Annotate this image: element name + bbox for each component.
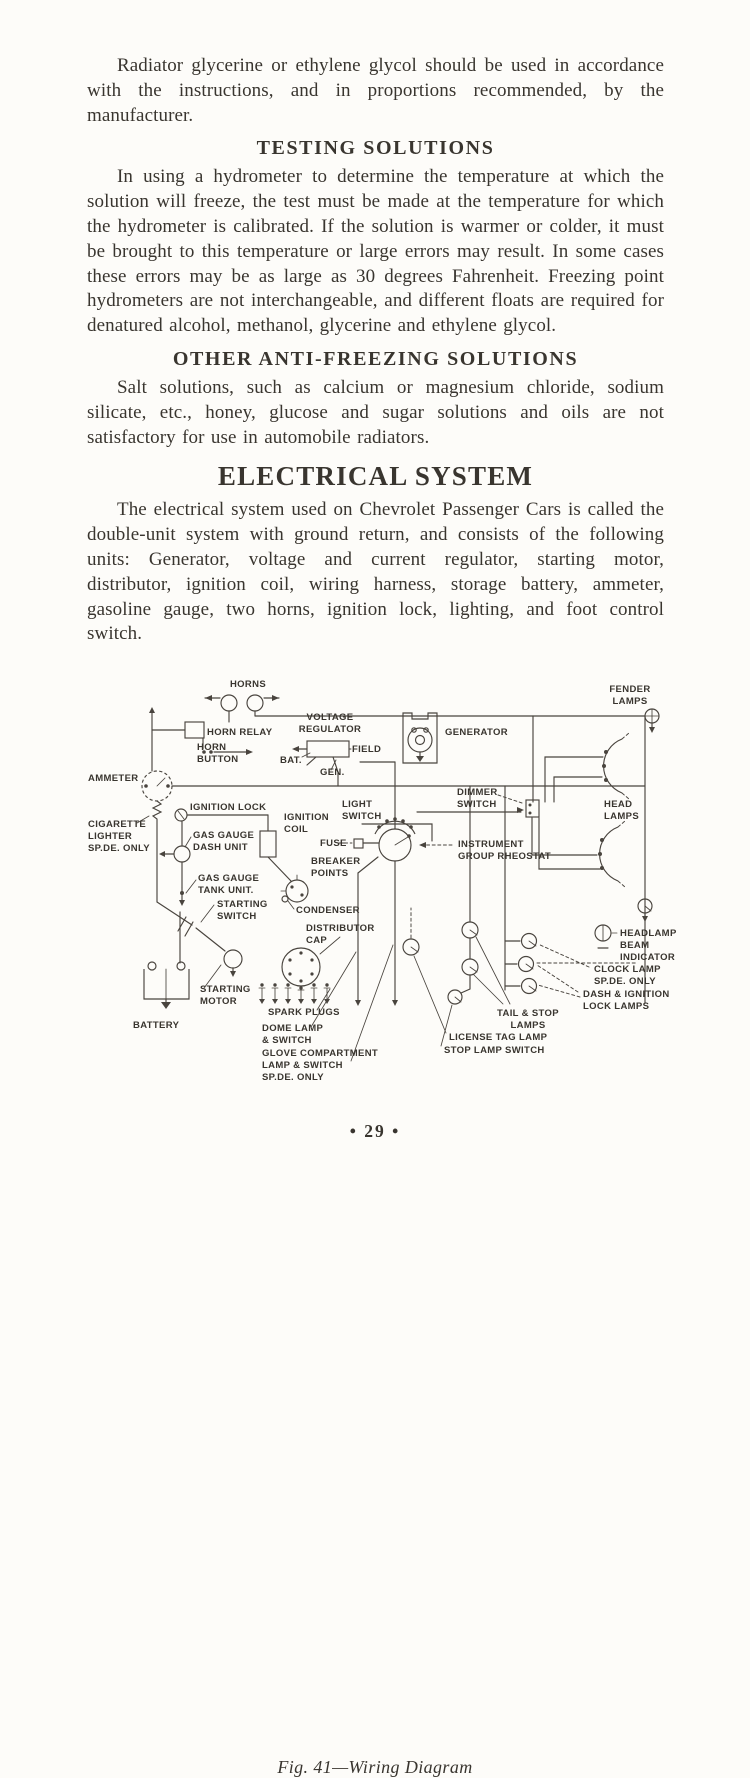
text-column bbox=[87, 54, 664, 647]
diagram-label-cigarette-lighter: CIGARETTE LIGHTER SP.DE. ONLY bbox=[88, 819, 150, 854]
diagram-label-gas-gauge-dash-unit: GAS GAUGE DASH UNIT bbox=[193, 830, 255, 853]
diagram-label-ammeter: AMMETER bbox=[88, 773, 139, 784]
diagram-label-fender-lamps: FENDER LAMPS bbox=[609, 684, 651, 707]
diagram-label-starting-motor: STARTING MOTOR bbox=[200, 984, 251, 1007]
headlamp-beam-indicator-symbol bbox=[595, 925, 617, 948]
diagram-label-head-lamps: HEAD LAMPS bbox=[604, 799, 639, 822]
heading-electrical-system: ELECTRICAL SYSTEM bbox=[217, 461, 534, 492]
page-number: • 29 • bbox=[349, 1121, 401, 1141]
diagram-label-distributor-cap: DISTRIBUTOR CAP bbox=[306, 923, 375, 946]
diagram-label-dash-ignition-lock-lamps: DASH & IGNITION LOCK LAMPS bbox=[583, 989, 670, 1012]
diagram-label-horn-button: HORN BUTTON bbox=[197, 742, 239, 765]
diagram-label-voltage-regulator: VOLTAGE REGULATOR bbox=[298, 712, 362, 735]
headlamp-lower-symbol bbox=[598, 821, 625, 887]
diagram-label-dimmer-switch: DIMMER SWITCH bbox=[457, 787, 498, 810]
condenser-symbol bbox=[282, 896, 294, 909]
ignition-lock-symbol bbox=[175, 809, 187, 821]
diagram-label-breaker-points: BREAKER POINTS bbox=[311, 856, 361, 879]
generator-symbol bbox=[403, 713, 437, 763]
diagram-label-gas-gauge-tank-unit: GAS GAUGE TANK UNIT. bbox=[198, 873, 260, 896]
diagram-label-starting-switch: STARTING SWITCH bbox=[217, 899, 268, 922]
fender-lamp-symbol bbox=[645, 709, 659, 733]
diagram-label-gen: GEN. bbox=[320, 767, 345, 778]
breaker-points-symbol bbox=[281, 875, 308, 902]
diagram-label-bat: BAT. bbox=[280, 755, 302, 766]
diagram-label-ignition-lock: IGNITION LOCK bbox=[190, 802, 267, 813]
diagram-label-fuse: FUSE bbox=[320, 838, 347, 849]
dash-lamps-symbol bbox=[519, 957, 537, 994]
diagram-label-glove-compartment-lamp: GLOVE COMPARTMENT LAMP & SWITCH SP.DE. ONLY bbox=[262, 1048, 379, 1083]
diagram-label-horn-relay: HORN RELAY bbox=[207, 727, 273, 738]
diagram-label-condenser: CONDENSER bbox=[296, 905, 360, 916]
diagram-labels bbox=[88, 679, 677, 1083]
heading-testing-solutions: TESTING SOLUTIONS bbox=[256, 137, 495, 160]
ammeter-symbol bbox=[142, 771, 172, 801]
gas-gauge-tank-unit-symbol bbox=[179, 888, 185, 906]
heading-other-anti-freezing: OTHER ANTI-FREEZING SOLUTIONS bbox=[172, 347, 579, 370]
ignition-coil-symbol bbox=[260, 831, 276, 857]
paragraph-electrical: The electrical system used on Chevrolet Passenger Cars is called the double-unit system with ground return, and consists of the following units: Generator, voltage and current regulator, starting motor, distributor, ignition coil, wiring harness, storage battery, ammeter, gasoline gauge, two horns, ignition lock, lighting, and foot control switch. bbox=[87, 499, 664, 645]
clock-lamp-symbol bbox=[522, 934, 537, 949]
diagram-label-battery: BATTERY bbox=[133, 1020, 180, 1031]
figure-caption: Fig. 41—Wiring Diagram bbox=[277, 1757, 473, 1777]
diagram-label-generator: GENERATOR bbox=[445, 727, 508, 738]
battery-symbol bbox=[144, 962, 189, 1009]
headlamp-upper-symbol bbox=[602, 733, 629, 799]
diagram-label-tail-stop-lamps: TAIL & STOP LAMPS bbox=[497, 1008, 559, 1031]
wiring-diagram bbox=[0, 672, 750, 1084]
diagram-label-clock-lamp: CLOCK LAMP SP.DE. ONLY bbox=[594, 964, 661, 987]
distributor-symbol bbox=[282, 948, 320, 986]
diagram-label-spark-plugs: SPARK PLUGS bbox=[268, 1007, 340, 1018]
diagram-label-stop-lamp-switch: STOP LAMP SWITCH bbox=[444, 1045, 545, 1056]
license-tag-lamp-symbol bbox=[403, 939, 419, 955]
horns-symbol bbox=[205, 695, 279, 722]
gas-gauge-dash-unit-symbol bbox=[159, 846, 190, 862]
paragraph-testing: In using a hydrometer to determine the temperature at which the solution will freeze, the test must be made at the temperature for which the hydrometer is calibrated. If the solution is warmer or colder, it must be brought to this temperature or large errors may result. In some cases these errors may be as large as 30 degrees Fahrenheit. Freezing point hydrometers are not interchangeable, and different floats are required for denatured alcohol, methanol, glycerine and ethylene glycol. bbox=[87, 166, 664, 337]
diagram-label-license-tag-lamp: LICENSE TAG LAMP bbox=[449, 1032, 548, 1043]
paragraph-other-solutions: Salt solutions, such as calcium or magnesium chloride, sodium silicate, etc., honey, glucose and sugar solutions and oils are not satisfactory for use in automobile radiators. bbox=[87, 376, 664, 448]
diagram-label-ignition-coil: IGNITION COIL bbox=[284, 812, 330, 835]
spark-plugs-symbol bbox=[259, 983, 330, 1004]
diagram-label-headlamp-beam-indicator: HEADLAMP BEAM INDICATOR bbox=[620, 928, 677, 963]
paragraph-radiator: Radiator glycerine or ethylene glycol should be used in accordance with the instructions, and in proportions recommended, by the manufacturer. bbox=[87, 55, 664, 126]
diagram-label-instrument-group-rheostat: INSTRUMENT GROUP RHEOSTAT bbox=[458, 839, 552, 862]
starting-motor-symbol bbox=[224, 950, 242, 977]
diagram-label-horns: HORNS bbox=[229, 679, 267, 690]
diagram-label-dome-lamp-switch: DOME LAMP & SWITCH bbox=[262, 1023, 324, 1046]
diagram-label-field: FIELD bbox=[352, 744, 382, 755]
diagram-label-light-switch: LIGHT SWITCH bbox=[342, 799, 382, 822]
